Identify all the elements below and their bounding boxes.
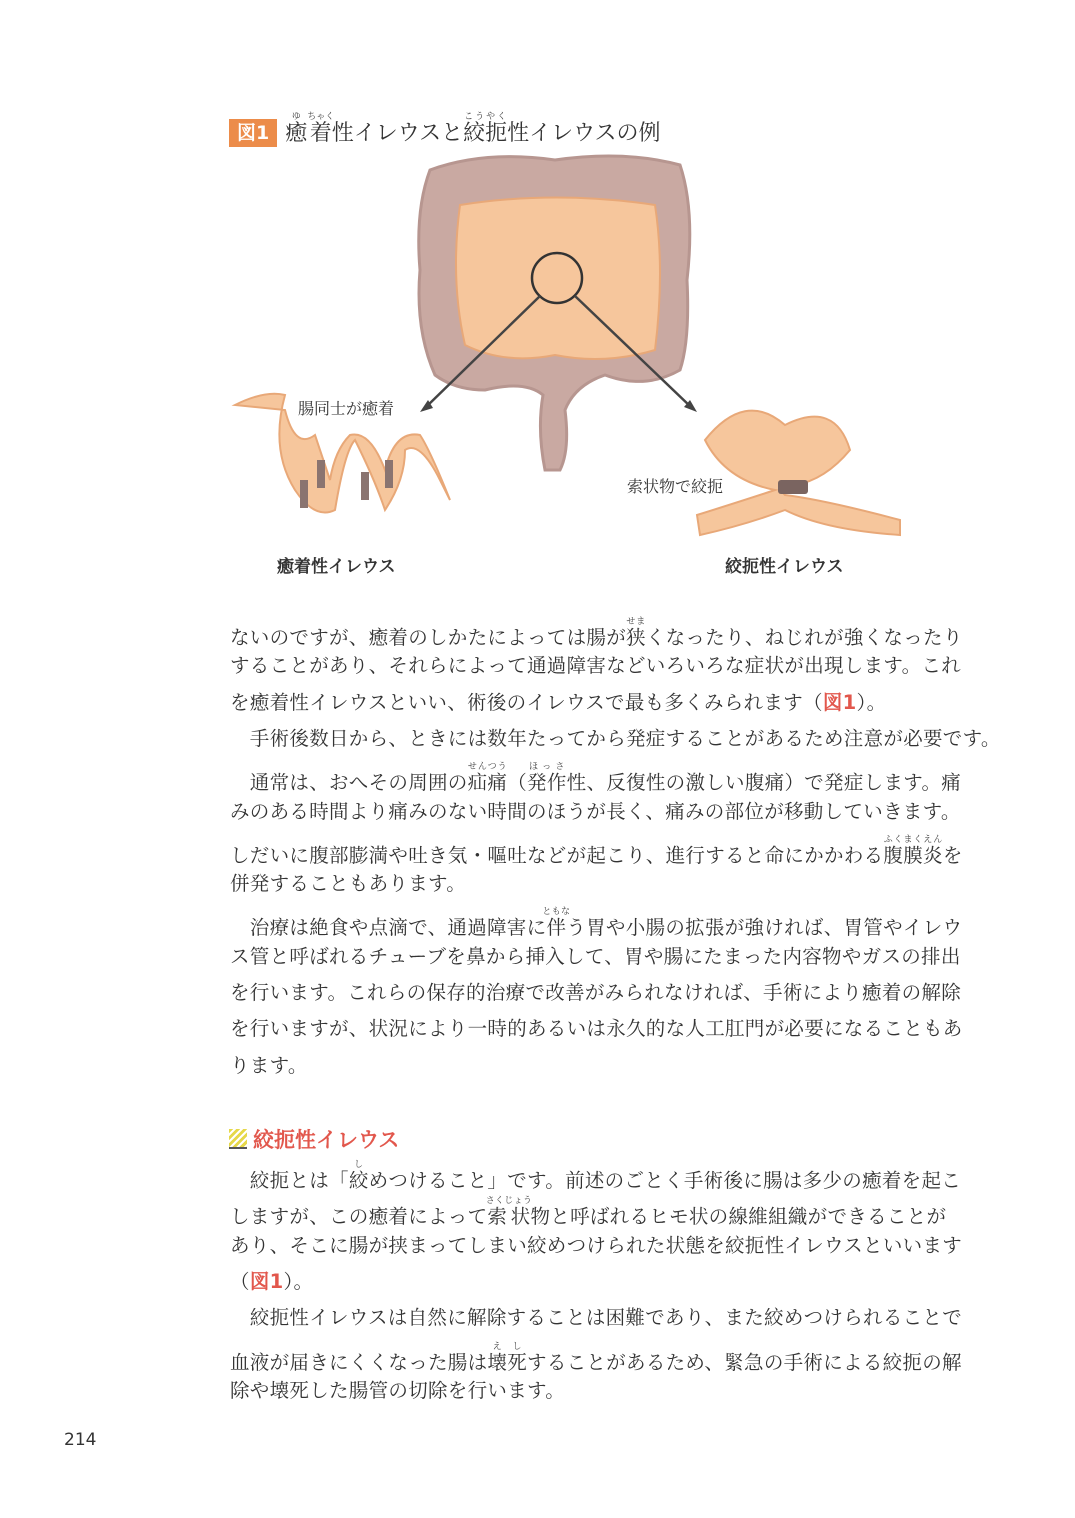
- text-segment: することがあるため、緊急の手術による絞扼の解: [527, 1350, 962, 1374]
- text-segment: 除や壊死した腸管の切除を行います。: [230, 1378, 566, 1402]
- text-segment: みのある時間より痛みのない時間のほうが長く、痛みの部位が移動していきます。: [230, 799, 961, 823]
- text-segment: 手術後数日から、ときには数年たってから発症することがあるため注意が必要です。: [230, 726, 1001, 750]
- small-intestine: [456, 198, 660, 360]
- figure-title: [229, 112, 660, 147]
- ruby-word: 癒ゆ: [285, 112, 308, 146]
- text-segment: しますが、この癒着によって: [230, 1205, 488, 1229]
- text-segment: 性、反復性の激しい腹痛）で発症します。痛: [566, 771, 962, 795]
- text-segment: めつけること」です。前述のごとく手術後に腸は多少の癒着を起こ: [368, 1169, 962, 1192]
- figure-badge: 図1: [229, 119, 277, 147]
- figure-reference: 図1: [249, 1269, 284, 1293]
- ruby-word: 着ちゃく: [307, 112, 335, 146]
- text-line: [230, 1160, 961, 1194]
- text-line: [230, 1053, 308, 1079]
- text-segment: を行います。これらの保存的治療で改善がみられなければ、手術により癒着の解除: [230, 981, 962, 1004]
- section-title: 絞扼性イレウス: [253, 1128, 400, 1152]
- text-segment: 性イレウスと: [331, 121, 464, 146]
- text-line: [230, 1305, 962, 1331]
- text-segment: （: [230, 1269, 250, 1293]
- text-line: [230, 653, 961, 679]
- text-line: [230, 907, 962, 941]
- section-heading: [229, 1124, 399, 1154]
- text-line: [230, 799, 961, 825]
- figure-reference: 図1: [822, 690, 857, 714]
- text-line: [230, 835, 963, 869]
- text-line: [230, 726, 1001, 752]
- text-segment: 絞扼性イレウスは自然に解除することは困難であり、また絞めつけられることで: [230, 1306, 963, 1330]
- text-segment: を癒着性イレウスといい、術後のイレウスで最も多くみられます（: [230, 690, 823, 714]
- text-segment: ないのですが、癒着のしかたによっては腸が: [230, 626, 627, 649]
- text-segment: することがあり、それらによって通過障害などいろいろな症状が出現します。これ: [230, 654, 962, 678]
- text-segment: ります。: [230, 1053, 308, 1077]
- text-segment: あり、そこに腸が挟まってしまい絞めつけられた状態を絞扼性イレウスといいます: [230, 1233, 963, 1257]
- text-line: [230, 1016, 963, 1042]
- ruby-word: 伴ともな: [542, 907, 571, 940]
- label-adhesion-note: 腸同士が癒着: [298, 399, 395, 418]
- text-segment: 血液が届きにくくなった腸は: [230, 1350, 488, 1374]
- text-line: [230, 1233, 962, 1259]
- ruby-word: 発作ほっさ: [527, 762, 567, 795]
- text-line: [230, 617, 963, 651]
- ruby-word: 索状さくじょう: [485, 1196, 533, 1229]
- strangulated-loop: [697, 411, 900, 535]
- text-line: [230, 944, 961, 970]
- label-strangulation-note: 索状物で絞扼: [627, 477, 724, 496]
- text-segment: 治療は絶食や点滴で、通過障害に: [230, 916, 547, 940]
- ruby-word: 絞扼こうやく: [463, 112, 508, 146]
- text-segment: う胃や小腸の拡張が強ければ、胃管やイレウ: [566, 916, 963, 940]
- text-line: [230, 871, 466, 897]
- label-adhesion: 癒着性イレウス: [277, 557, 396, 577]
- text-segment: （: [507, 771, 528, 795]
- section-marker-icon: [229, 1129, 247, 1149]
- text-line: [230, 1378, 565, 1404]
- page-number: 214: [64, 1430, 97, 1450]
- text-segment: 併発することもあります。: [230, 872, 467, 896]
- text-segment: しだいに腹部膨満や吐き気・嘔吐などが起こり、進行すると命にかかわる: [230, 843, 884, 867]
- text-line: [230, 762, 961, 796]
- text-segment: 絞扼とは「: [230, 1169, 349, 1192]
- ruby-word: 疝痛せんつう: [467, 762, 508, 795]
- text-line: [230, 1269, 313, 1295]
- ruby-word: 絞し: [348, 1160, 369, 1192]
- text-line: [230, 1342, 962, 1376]
- text-segment: ）。: [283, 1269, 314, 1293]
- ruby-word: 狭せま: [626, 617, 646, 649]
- text-segment: 物と呼ばれるヒモ状の線維組織ができることが: [530, 1205, 947, 1229]
- ruby-word: 壊死えし: [487, 1341, 528, 1374]
- text-line: [230, 690, 886, 716]
- label-strangulation: 絞扼性イレウス: [725, 557, 844, 577]
- text-segment: ）。: [856, 690, 887, 714]
- ruby-word: 腹膜炎ふくまくえん: [883, 834, 943, 867]
- text-line: [230, 980, 961, 1006]
- figure-title-text: [285, 112, 660, 147]
- text-line: [230, 1196, 946, 1230]
- text-segment: ス管と呼ばれるチューブを鼻から挿入して、胃や腸にたまった内容物やガスの排出: [230, 944, 961, 968]
- text-segment: 通常は、おへその周囲の: [230, 771, 468, 795]
- intestine-illustration: [225, 150, 925, 577]
- text-segment: を: [942, 843, 963, 867]
- text-segment: 性イレウスの例: [507, 121, 661, 146]
- text-segment: くなったり、ねじれが強くなったり: [645, 626, 963, 649]
- text-segment: を行いますが、状況により一時的あるいは永久的な人工肛門が必要になることもあ: [230, 1017, 963, 1041]
